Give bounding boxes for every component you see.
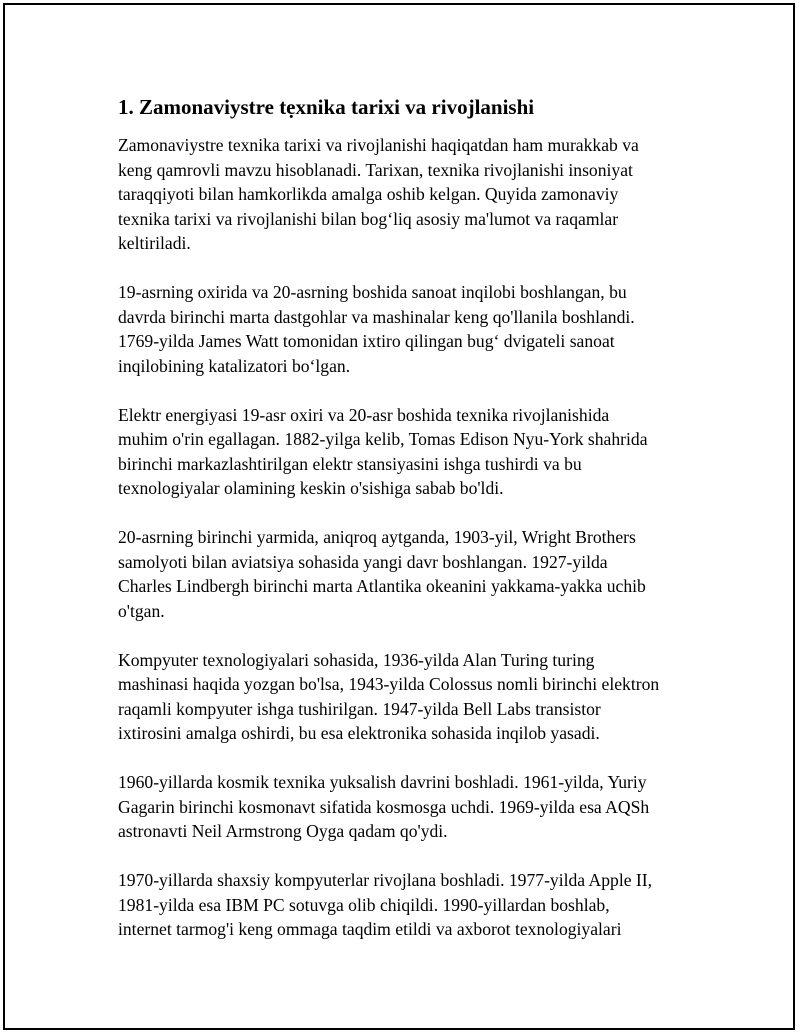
text-line: Kompyuter texnologiyalari sohasida, 1936-yilda Alan Turing turing — [118, 649, 595, 670]
paragraph-intro — [118, 133, 698, 256]
text-line: Zamonaviystre texnika tarixi va rivojlanishi haqiqatdan ham murakkab va — [118, 135, 639, 155]
text-line: 20-asrning birinchi yarmida, aniqroq aytganda, 1903-yil, Wright Brothers — [118, 527, 636, 547]
text-line: keltiriladi. — [118, 233, 191, 253]
text-line: 1769-yilda James Watt tomonidan ixtiro qilingan bug‘ dvigateli sanoat — [118, 331, 615, 351]
text-line: texnologiyalar olamining keskin o'sishiga sabab bo'ldi. — [118, 478, 504, 498]
text-line: keng qamrovli mavzu hisoblanadi. Tarixan, texnika rivojlanishi insoniyat — [118, 159, 633, 180]
text-line: Gagarin birinchi kosmonavt sifatida kosmosga uchdi. 1969-yilda esa AQSh — [118, 796, 650, 817]
section-heading: 1. Zamonaviystre tẹxnika tarixi va rivojlanishi — [118, 95, 535, 119]
text-line: 19-asrning oxirida va 20-asrning boshida sanoat inqilobi boshlangan, bu — [118, 282, 627, 302]
text-line: mashinasi haqida yozgan bo'lsa, 1943-yilda Colossus nomli birinchi elektron — [118, 674, 660, 694]
text-line: birinchi markazlashtirilgan elektr stansiyasini ishga tushirdi va bu — [118, 453, 582, 474]
paragraph-industrial-revolution — [118, 280, 698, 378]
text-line: taraqqiyoti bilan hamkorlikda amalga oshib kelgan. Quyida zamonaviy — [118, 184, 619, 204]
document-body — [118, 94, 698, 966]
text-line: internet tarmog'i keng ommaga taqdim etildi va axborot texnologiyalari — [118, 919, 622, 939]
paragraph-electricity — [118, 403, 698, 501]
text-line: ixtirosini amalga oshirdi, bu esa elektronika sohasida inqilob yasadi. — [118, 723, 600, 743]
text-line: astronavti Neil Armstrong Oyga qadam qo'ydi. — [118, 821, 448, 841]
text-line: Elektr energiyasi 19-asr oxiri va 20-asr boshida texnika rivojlanishida — [118, 404, 610, 425]
paragraph-personal-computers — [118, 868, 698, 942]
text-line: samolyoti bilan aviatsiya sohasida yangi davr boshlangan. 1927-yilda — [118, 551, 608, 572]
text-line: 1981-yilda esa IBM PC sotuvga olib chiqildi. 1990-yillardan boshlab, — [118, 894, 610, 915]
paragraph-computers — [118, 648, 698, 746]
paragraph-space — [118, 770, 698, 844]
text-line: o'tgan. — [118, 600, 165, 621]
text-line: 1960-yillarda kosmik texnika yuksalish davrini boshladi. 1961-yilda, Yuriy — [118, 772, 647, 792]
text-line: Charles Lindbergh birinchi marta Atlantika okeanini yakkama-yakka uchib — [118, 576, 646, 596]
text-line: inqilobining katalizatori bo‘lgan. — [118, 355, 351, 376]
text-line: raqamli kompyuter ishga tushirilgan. 1947-yilda Bell Labs transistor — [118, 698, 601, 719]
text-line: davrda birinchi marta dastgohlar va mashinalar keng qo'llanila boshlandi. — [118, 306, 635, 327]
text-line: texnika tarixi va rivojlanishi bilan bog‘liq asosiy ma'lumot va raqamlar — [118, 208, 619, 229]
text-line: 1970-yillarda shaxsiy kompyuterlar rivojlana boshladi. 1977-yilda Apple II, — [118, 870, 653, 890]
text-line: muhim o'rin egallagan. 1882-yilga kelib, Tomas Edison Nyu-York shahrida — [118, 429, 648, 449]
paragraph-aviation — [118, 525, 698, 623]
